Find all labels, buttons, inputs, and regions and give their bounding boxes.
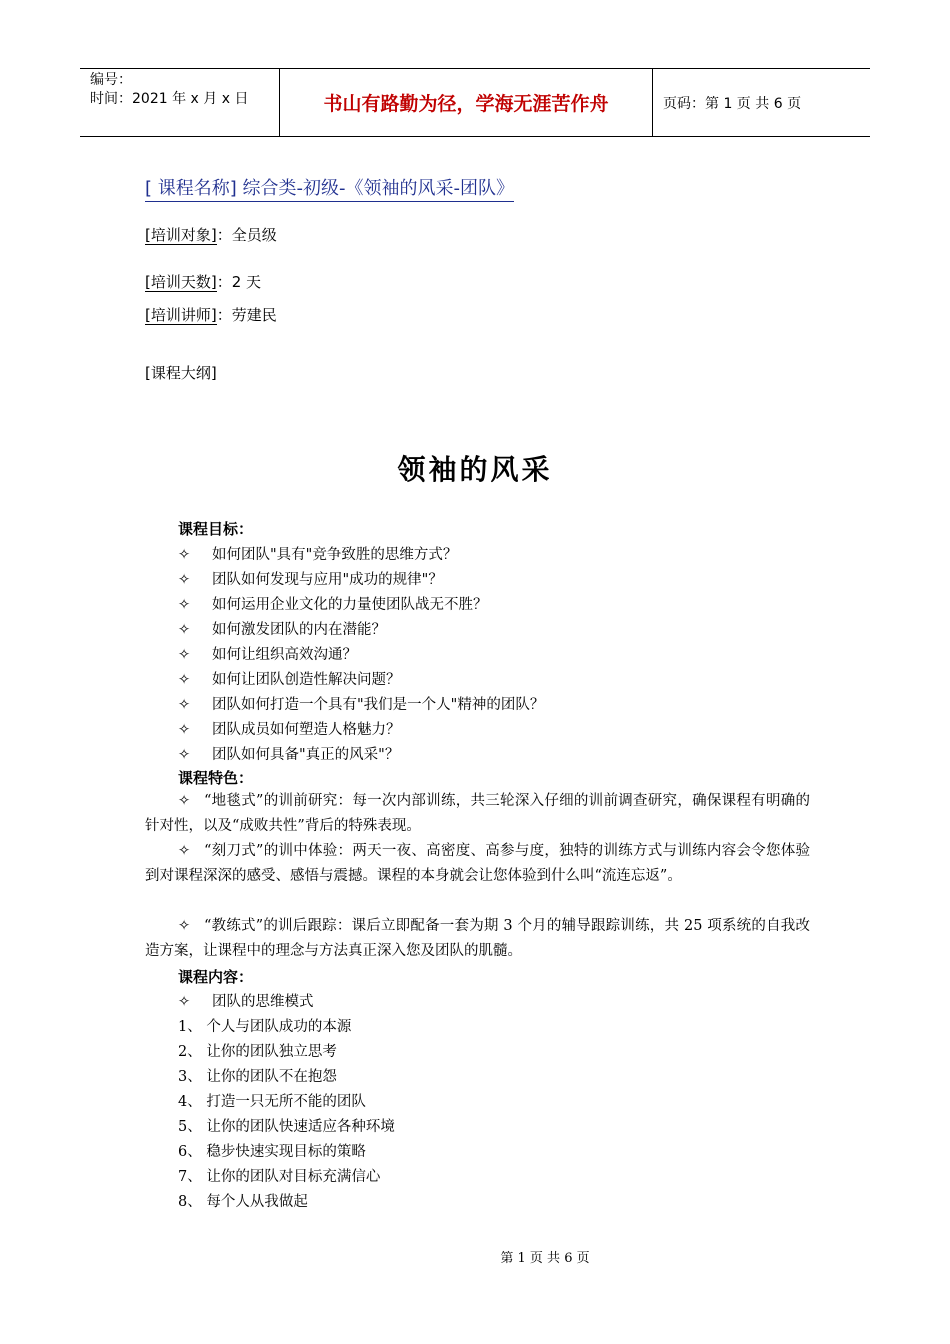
meta-audience xyxy=(145,224,277,245)
diamond-bullet-icon: ✧ xyxy=(178,547,191,563)
goal-text: 团队成员如何塑造人格魅力？ xyxy=(212,722,401,738)
audience-value: ：全员级 xyxy=(216,226,277,244)
diamond-bullet-icon: ✧ xyxy=(178,722,191,738)
feature-text: “教练式”的训后跟踪：课后立即配备一套为期 3 个月的辅导跟踪训练，共 25 项系统的自我改造方案，让课程中的理念与方法真正深入您及团队的肌髓。 xyxy=(145,918,810,959)
content-item: 4、 打造一只无所不能的团队 xyxy=(178,1094,366,1110)
course-title: [ 课程名称] 综合类-初级-《领袖的风采-团队》 xyxy=(145,174,514,202)
goal-text: 如何让团队创造性解决问题？ xyxy=(212,672,401,688)
page-header xyxy=(80,68,870,137)
content-heading: 课程内容： xyxy=(178,968,254,986)
goal-item xyxy=(178,643,357,664)
number-label: 编号： xyxy=(90,72,132,88)
feature-paragraph xyxy=(145,839,810,889)
page-footer: 第 1 页 共 6 页 xyxy=(500,1251,590,1266)
features-heading: 课程特色： xyxy=(178,769,254,787)
diamond-bullet-icon: ✧ xyxy=(178,918,191,934)
meta-days xyxy=(145,271,261,292)
diamond-bullet-icon: ✧ xyxy=(178,672,191,688)
big-title: 领袖的风采 xyxy=(397,453,553,486)
feature-text: “刻刀式”的训中体验：两天一夜、高密度、高参与度，独特的训练方式与训练内容会令您体验到对课程深深的感受、感悟与震撼。课程的本身就会让您体验到什么叫“流连忘返”。 xyxy=(145,843,810,884)
header-meta xyxy=(80,69,280,136)
meta-trainer xyxy=(145,304,277,325)
goal-item xyxy=(178,593,488,614)
diamond-bullet-icon: ✧ xyxy=(178,747,191,763)
goal-item xyxy=(178,618,386,639)
content-item: 5、 让你的团队快速适应各种环境 xyxy=(178,1119,395,1135)
goal-text: 团队如何发现与应用"成功的规律"？ xyxy=(212,572,443,588)
goal-item xyxy=(178,743,399,764)
days-value: ：2 天 xyxy=(216,273,262,291)
days-label: [培训天数] xyxy=(145,273,217,291)
content-section-label: 团队的思维模式 xyxy=(212,994,314,1010)
content-item: 7、 让你的团队对目标充满信心 xyxy=(178,1169,381,1185)
header-motto: 书山有路勤为径，学海无涯苦作舟 xyxy=(280,69,653,136)
trainer-label: [培训讲师] xyxy=(145,306,217,324)
feature-paragraph xyxy=(145,789,810,839)
goal-text: 如何激发团队的内在潜能？ xyxy=(212,622,386,638)
outline-label: [课程大纲] xyxy=(145,364,217,382)
goal-text: 如何团队"具有"竞争致胜的思维方式？ xyxy=(212,547,458,563)
diamond-bullet-icon: ✧ xyxy=(178,597,191,613)
goal-text: 团队如何具备"真正的风采"？ xyxy=(212,747,400,763)
goals-heading: 课程目标： xyxy=(178,520,254,538)
diamond-bullet-icon: ✧ xyxy=(178,622,191,638)
goal-text: 团队如何打造一个具有"我们是一个人"精神的团队？ xyxy=(212,697,545,713)
content-item: 6、 稳步快速实现目标的策略 xyxy=(178,1144,366,1160)
goal-item xyxy=(178,693,544,714)
header-page-info: 页码：第 1 页 共 6 页 xyxy=(663,95,802,112)
feature-paragraph xyxy=(145,914,810,964)
audience-label: [培训对象] xyxy=(145,226,217,244)
goal-text: 如何让组织高效沟通？ xyxy=(212,647,357,663)
diamond-bullet-icon: ✧ xyxy=(178,647,191,663)
diamond-bullet-icon: ✧ xyxy=(178,572,191,588)
diamond-bullet-icon: ✧ xyxy=(178,793,191,809)
goal-item xyxy=(178,668,401,689)
content-item: 8、 每个人从我做起 xyxy=(178,1194,308,1210)
goal-item xyxy=(178,543,457,564)
time-label: 时间：2021 年 x 月 x 日 xyxy=(90,91,249,107)
goal-item xyxy=(178,718,401,739)
diamond-bullet-icon: ✧ xyxy=(178,697,191,713)
content-item: 3、 让你的团队不在抱怨 xyxy=(178,1069,337,1085)
goal-text: 如何运用企业文化的力量使团队战无不胜？ xyxy=(212,597,488,613)
trainer-value: ：劳建民 xyxy=(216,306,277,324)
diamond-bullet-icon: ✧ xyxy=(178,994,191,1010)
content-item: 1、 个人与团队成功的本源 xyxy=(178,1019,352,1035)
content-section xyxy=(178,990,314,1011)
goal-item xyxy=(178,568,443,589)
content-item: 2、 让你的团队独立思考 xyxy=(178,1044,337,1060)
diamond-bullet-icon: ✧ xyxy=(178,843,191,859)
feature-text: “地毯式”的训前研究：每一次内部训练，共三轮深入仔细的训前调查研究，确保课程有明确的针对性，以及“成败共性”背后的特殊表现。 xyxy=(145,793,810,834)
